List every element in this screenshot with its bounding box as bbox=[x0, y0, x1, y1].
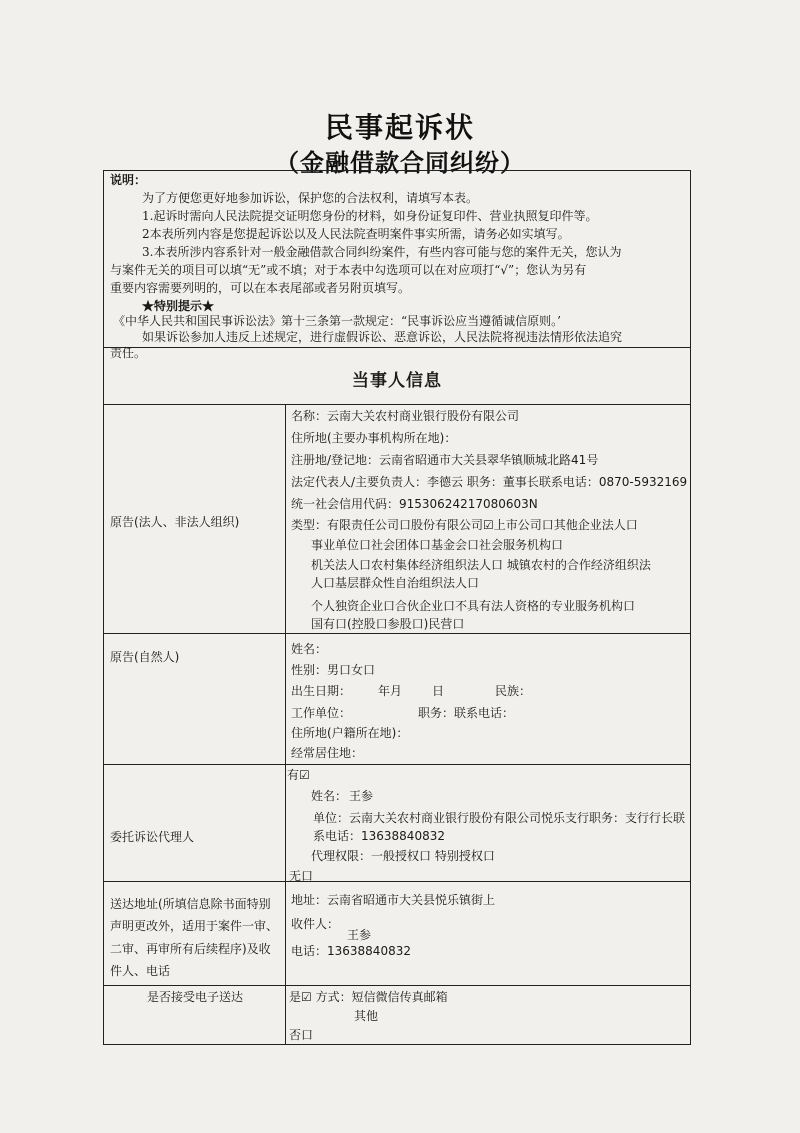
column-divider bbox=[285, 404, 286, 1045]
electronic-service-no[interactable]: 否口 bbox=[289, 1028, 314, 1042]
plaintiff-org-type-line[interactable]: 事业单位口社会团体口基金会口社会服务机构口 bbox=[311, 538, 564, 552]
row-divider bbox=[103, 347, 691, 348]
electronic-service-yes[interactable]: 是☑ 方式：短信微信传真邮箱 bbox=[289, 990, 448, 1004]
agent-none-checkbox[interactable]: 无口 bbox=[289, 869, 314, 883]
recipient-phone[interactable]: 电话：13638840832 bbox=[291, 944, 411, 958]
row-divider bbox=[103, 985, 691, 986]
service-address-label: 送达地址(所填信息除书面特别 bbox=[110, 897, 271, 911]
plaintiff-org-registered-address[interactable]: 注册地/登记地：云南省昭通市大关县翠华镇顺城北路41号 bbox=[291, 453, 599, 467]
instruction-line: 如果诉讼参加人违反上述规定，进行虚假诉讼、恶意诉讼，人民法院将视违法情形依法追究 bbox=[142, 330, 623, 344]
plaintiff-org-type-line[interactable]: 个人独资企业口合伙企业口不具有法人资格的专业服务机构口 bbox=[311, 599, 636, 613]
instruction-line: 为了方便您更好地参加诉讼，保护您的合法权利，请填写本表。 bbox=[142, 191, 479, 205]
instruction-line: 1.起诉时需向人民法院提交证明您身份的材料，如身份证复印件、营业执照复印件等。 bbox=[142, 209, 598, 223]
instruction-line: 2本表所列内容是您提起诉讼以及人民法院查明案件事实所需，请务必如实填写。 bbox=[142, 227, 570, 241]
electronic-service-other[interactable]: 其他 bbox=[354, 1009, 379, 1023]
plaintiff-org-type-line[interactable]: 类型：有限责任公司口股份有限公司☑上市公司口其他企业法人口 bbox=[291, 518, 638, 532]
plaintiff-person-residence[interactable]: 住所地(户籍所在地)： bbox=[291, 726, 409, 740]
agent-unit-phone[interactable]: 系电话：13638840832 bbox=[313, 829, 445, 843]
instruction-line: 《中华人民共和国民事诉讼法》第十三条第一款规定：“民事诉讼应当遵循诚信原则。’ bbox=[113, 314, 561, 328]
row-divider bbox=[103, 881, 691, 882]
plaintiff-org-name[interactable]: 名称：云南大关农村商业银行股份有限公司 bbox=[291, 409, 520, 423]
plaintiff-org-credit-code[interactable]: 统一社会信用代码：91530624217080603N bbox=[291, 497, 538, 511]
instructions-heading: 说明： bbox=[110, 173, 147, 187]
plaintiff-org-ownership[interactable]: 国有口(控股口参股口)民营口 bbox=[311, 617, 465, 631]
agent-label: 委托诉讼代理人 bbox=[110, 830, 195, 844]
recipient-label: 收件人： bbox=[291, 917, 340, 931]
agent-unit-line[interactable]: 单位：云南大关农村商业银行股份有限公司悦乐支行职务：支行行长联 bbox=[313, 811, 686, 825]
plaintiff-person-name[interactable]: 姓名： bbox=[291, 642, 328, 656]
section-title-party-info: 当事人信息 bbox=[352, 371, 442, 391]
instruction-line: 与案件无关的项目可以填“无”或不填；对于本表中勾选项可以在对应项打“√”；您认为另有 bbox=[110, 263, 587, 277]
row-divider bbox=[103, 633, 691, 634]
plaintiff-org-label: 原告(法人、非法人组织) bbox=[110, 515, 240, 529]
service-address-value[interactable]: 地址：云南省昭通市大关县悦乐镇街上 bbox=[291, 893, 496, 907]
agent-has-checkbox[interactable]: 有☑ bbox=[287, 768, 310, 782]
instruction-line: 重要内容需要列明的，可以在本表尾部或者另附页填写。 bbox=[110, 281, 411, 295]
plaintiff-person-birth-day[interactable]: 日 bbox=[432, 684, 445, 698]
plaintiff-person-label: 原告(自然人) bbox=[110, 650, 180, 664]
plaintiff-person-position-phone[interactable]: 职务：联系电话： bbox=[418, 706, 515, 720]
electronic-service-label: 是否接受电子送达 bbox=[147, 990, 244, 1004]
plaintiff-person-work-unit[interactable]: 工作单位： bbox=[291, 706, 352, 720]
agent-authority[interactable]: 代理权限：一般授权口 特别授权口 bbox=[311, 849, 495, 863]
service-address-label: 声明更改外，适用于案件一审、 bbox=[110, 919, 279, 933]
service-address-label: 件人、电话 bbox=[110, 964, 171, 978]
agent-name-label: 姓名： bbox=[311, 789, 348, 803]
row-divider bbox=[103, 404, 691, 405]
plaintiff-person-ethnicity[interactable]: 民族： bbox=[495, 684, 532, 698]
plaintiff-org-domicile[interactable]: 住所地(主要办事机构所在地)： bbox=[291, 431, 457, 445]
plaintiff-person-habitual-residence[interactable]: 经常居住地： bbox=[291, 746, 364, 760]
plaintiff-person-birth-year-month[interactable]: 年月 bbox=[378, 684, 403, 698]
document-title: 民事起诉状 bbox=[324, 111, 475, 144]
recipient-value[interactable]: 王参 bbox=[347, 928, 372, 942]
service-address-label: 二审、再审所有后续程序)及收 bbox=[110, 942, 271, 956]
row-divider bbox=[103, 764, 691, 765]
plaintiff-org-type-line[interactable]: 机关法人口农村集体经济组织法人口 城镇农村的合作经济组织法 bbox=[311, 558, 651, 572]
plaintiff-person-birth-label[interactable]: 出生日期： bbox=[291, 684, 352, 698]
instruction-line: 3.本表所涉内容系针对一般金融借款合同纠纷案件，有些内容可能与您的案件无关，您认为 bbox=[142, 245, 622, 259]
agent-name-value[interactable]: 王参 bbox=[349, 789, 374, 803]
plaintiff-org-type-line[interactable]: 人口基层群众性自治组织法人口 bbox=[311, 576, 480, 590]
plaintiff-person-gender[interactable]: 性别：男口女口 bbox=[291, 663, 376, 677]
plaintiff-org-legal-rep[interactable]: 法定代表人/主要负责人：李德云 职务：董事长联系电话：0870-5932169 bbox=[291, 475, 688, 489]
special-notice-heading: ★特别提示★ bbox=[142, 299, 215, 313]
document-subtitle: （金融借款合同纠纷） bbox=[275, 149, 525, 177]
instruction-line: 责任。 bbox=[110, 346, 147, 360]
